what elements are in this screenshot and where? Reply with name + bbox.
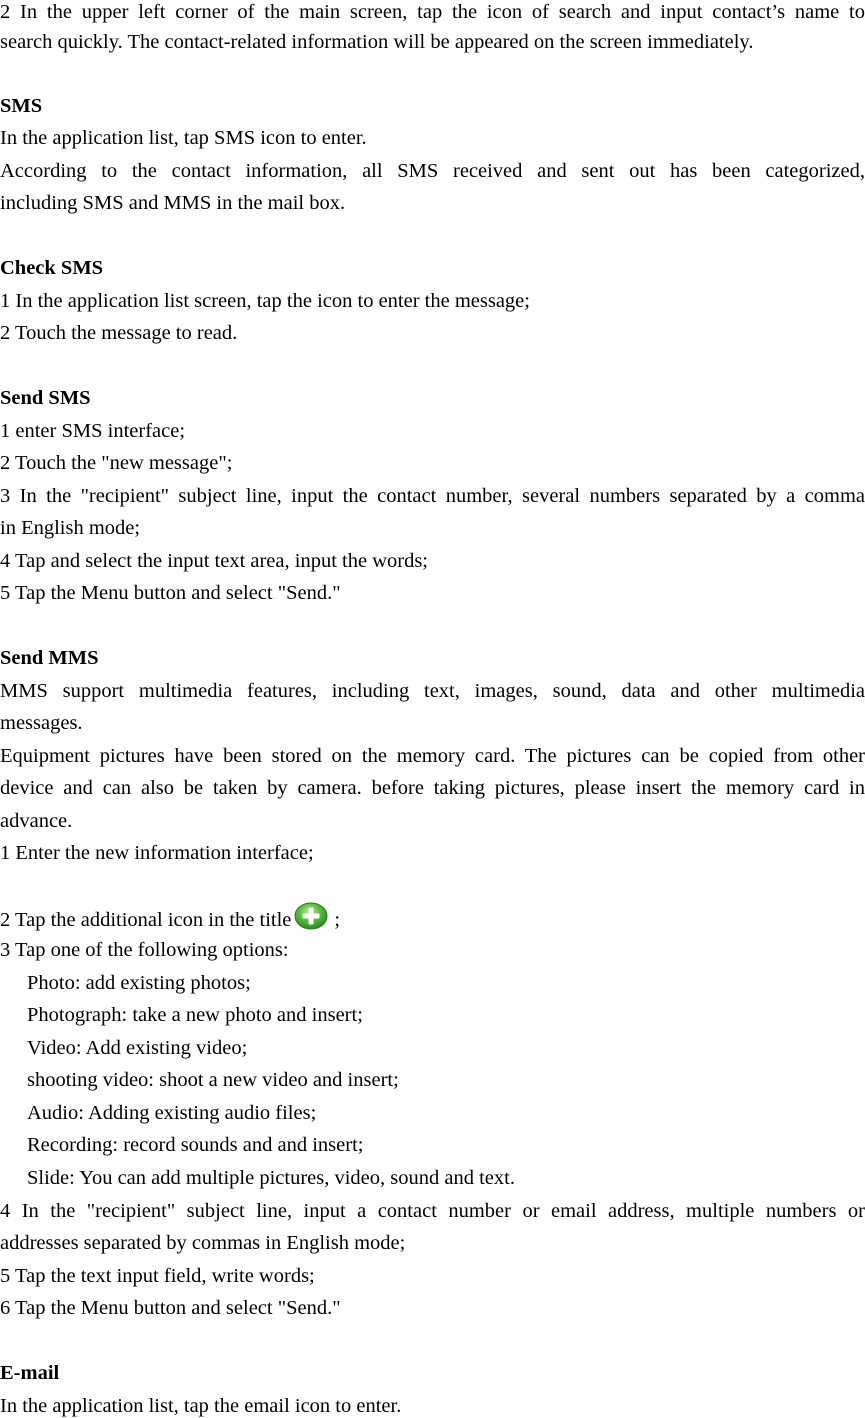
section-heading-send-sms: Send SMS xyxy=(0,387,91,409)
step-line: 4 Tap and select the input text area, input the words; xyxy=(0,550,428,572)
step-text: 2 Tap the additional icon in the title xyxy=(0,909,292,931)
option-item-video: Video: Add existing video; xyxy=(27,1037,248,1059)
step-line: 3 Tap one of the following options: xyxy=(0,939,289,961)
option-item-recording: Recording: record sounds and and insert; xyxy=(27,1134,364,1156)
step-line: 6 Tap the Menu button and select "Send." xyxy=(0,1297,341,1319)
step-line: 2 Touch the "new message"; xyxy=(0,452,233,474)
plus-circle-icon xyxy=(294,902,328,930)
section-heading-email: E-mail xyxy=(0,1362,60,1384)
step-line: 2 Touch the message to read. xyxy=(0,322,238,344)
step-line: 5 Tap the text input field, write words; xyxy=(0,1265,315,1287)
paragraph-line: search quickly. The contact-related information will be appeared on the screen immediately. xyxy=(0,31,754,53)
step-line: 1 enter SMS interface; xyxy=(0,420,186,442)
option-item-audio: Audio: Adding existing audio files; xyxy=(27,1102,317,1124)
option-item-shooting-video: shooting video: shoot a new video and insert; xyxy=(27,1069,399,1091)
step-line: 1 In the application list screen, tap the icon to enter the message; xyxy=(0,290,530,312)
paragraph-line: MMS support multimedia features, including text, images, sound, data and other multimedia xyxy=(0,680,865,702)
paragraph-line: 2 In the upper left corner of the main screen, tap the icon of search and input contact’s name to xyxy=(0,1,865,23)
step-line: 5 Tap the Menu button and select "Send." xyxy=(0,582,341,604)
option-item-photograph: Photograph: take a new photo and insert; xyxy=(27,1004,363,1026)
paragraph-line: including SMS and MMS in the mail box. xyxy=(0,192,346,214)
option-item-photo: Photo: add existing photos; xyxy=(27,972,251,994)
paragraph-line: According to the contact information, all SMS received and sent out has been categorized, xyxy=(0,160,865,182)
paragraph-line: device and can also be taken by camera. before taking pictures, please insert the memory card in xyxy=(0,777,865,799)
paragraph-line: advance. xyxy=(0,810,73,832)
section-heading-check-sms: Check SMS xyxy=(0,257,104,279)
paragraph-line: Equipment pictures have been stored on the memory card. The pictures can be copied from other xyxy=(0,745,865,767)
step-line-with-icon xyxy=(0,902,340,932)
section-heading-send-mms: Send MMS xyxy=(0,647,99,669)
paragraph-line: In the application list, tap the email icon to enter. xyxy=(0,1395,402,1417)
step-line: 3 In the "recipient" subject line, input the contact number, several numbers separated by a comma xyxy=(0,485,865,507)
step-line: 4 In the "recipient" subject line, input a contact number or email address, multiple numbers or xyxy=(0,1200,865,1222)
paragraph-line: messages. xyxy=(0,712,83,734)
option-item-slide: Slide: You can add multiple pictures, video, sound and text. xyxy=(27,1167,515,1189)
paragraph-line: In the application list, tap SMS icon to enter. xyxy=(0,127,367,149)
step-text-end: ; xyxy=(334,909,341,931)
step-line: addresses separated by commas in English mode; xyxy=(0,1232,406,1254)
step-line: 1 Enter the new information interface; xyxy=(0,842,314,864)
section-heading-sms: SMS xyxy=(0,95,43,117)
step-line: in English mode; xyxy=(0,517,141,539)
